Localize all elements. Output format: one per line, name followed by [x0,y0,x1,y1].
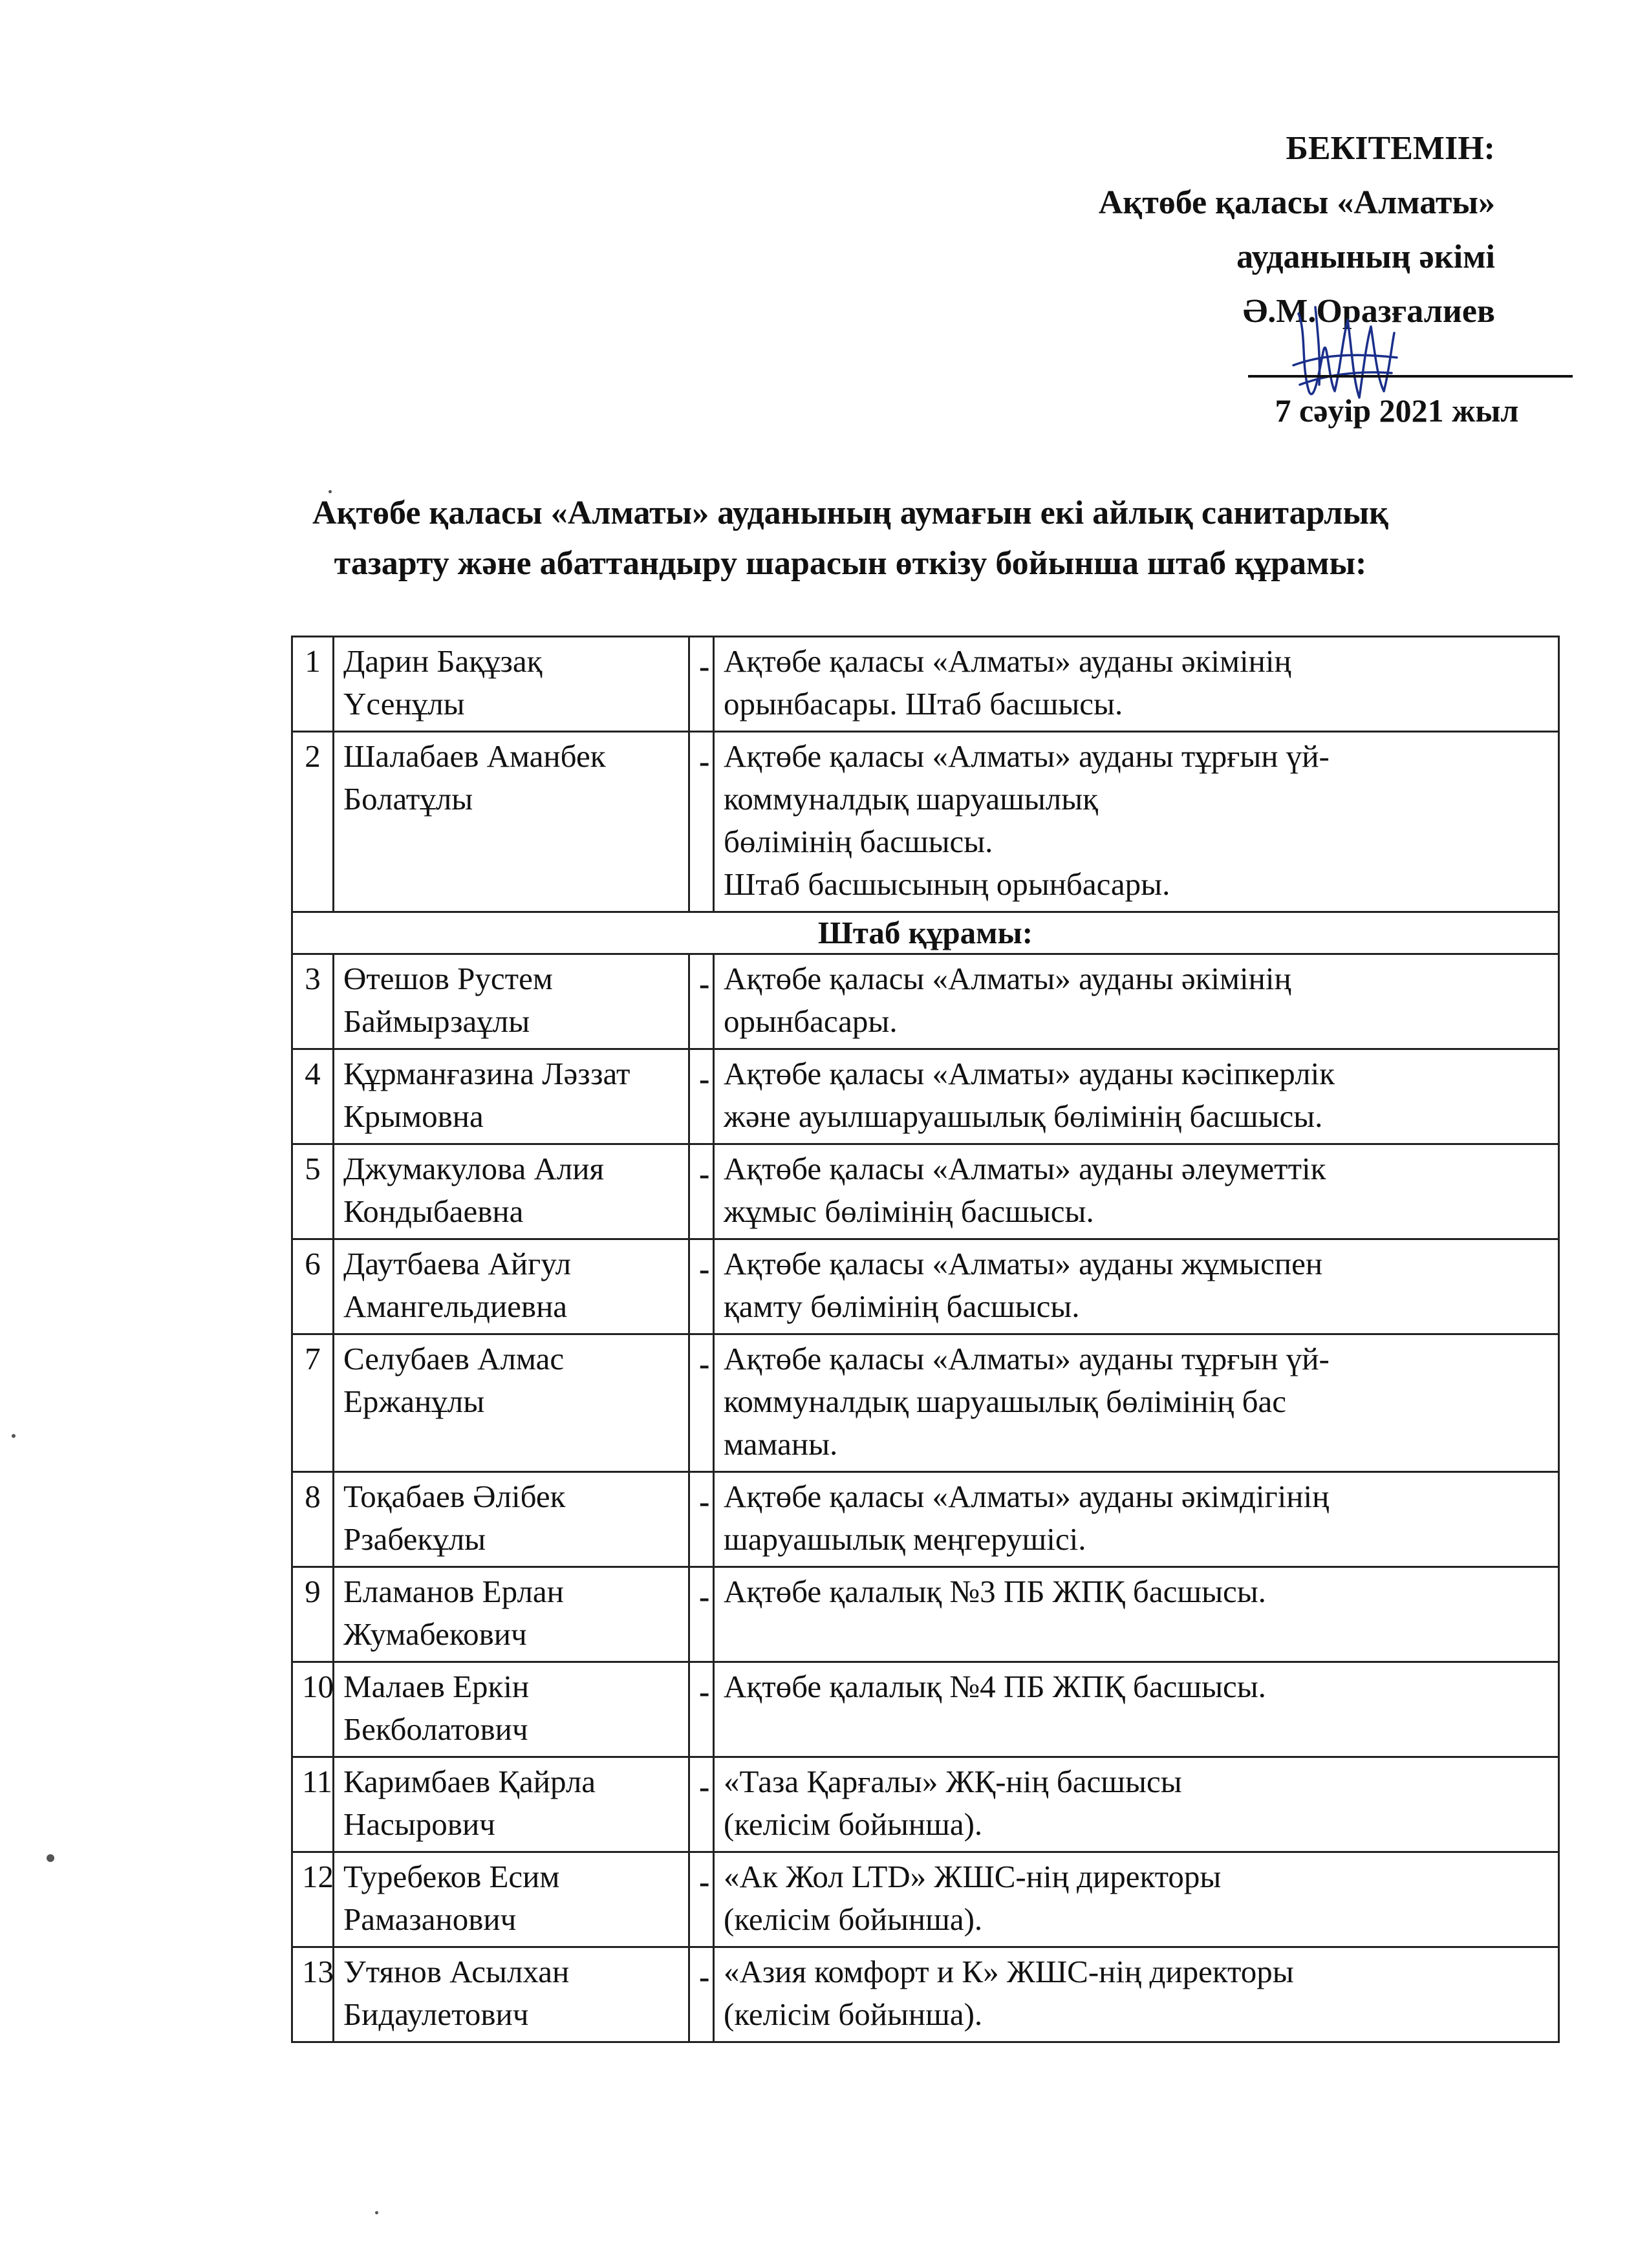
signature-line [1248,375,1573,378]
person-name-line: Даутбаева Айгул [343,1246,572,1281]
person-name [334,637,689,732]
person-role-line: Ақтөбе қаласы «Алматы» ауданы әкімінің [724,961,1291,996]
staff-table-body [292,637,1559,2042]
person-role [714,1334,1559,1472]
person-role [714,1567,1559,1662]
document-title [233,488,1468,589]
person-name [334,1239,689,1334]
table-row [292,1472,1559,1567]
person-name-line: Каримбаев Қайрла [343,1764,596,1799]
person-name-line: Болатұлы [343,781,473,817]
person-role-line: коммуналдық шаруашылық [724,781,1098,817]
dash-mark: - [699,744,710,779]
person-name-line: Кондыбаевна [343,1193,524,1229]
person-role-line: Ақтөбе қаласы «Алматы» ауданы әкімдігінің [724,1479,1330,1514]
dash-mark: - [699,1061,710,1097]
person-role [714,1852,1559,1947]
person-name [334,1472,689,1567]
dash-separator [689,1947,714,2042]
scan-speck [12,1434,16,1438]
table-row [292,1947,1559,2042]
person-name [334,1334,689,1472]
person-name-line: Насырович [343,1806,495,1842]
row-number: 5 [292,1144,334,1239]
person-role [714,732,1559,912]
person-role-line: қамту бөлімінің басшысы. [724,1289,1080,1324]
person-role-line: «Таза Қарғалы» ЖҚ-нің басшысы [724,1764,1182,1799]
dash-mark: - [699,1674,710,1709]
person-name-line: Дарин Бақұзақ [343,643,543,679]
person-role [714,1472,1559,1567]
approval-name: Ә.М.Оразғалиев [1242,293,1495,330]
row-number: 12 [292,1852,334,1947]
row-number: 13 [292,1947,334,2042]
person-role [714,1757,1559,1852]
person-role-line: Ақтөбе қалалық №4 ПБ ЖПҚ басшысы. [724,1669,1266,1704]
person-name [334,1757,689,1852]
person-name [334,1049,689,1144]
table-row [292,637,1559,732]
scan-speck [47,1854,54,1862]
person-role-line: Штаб басшысының орынбасары. [724,866,1170,902]
person-role-line: «Азия комфорт и К» ЖШС-нің директоры [724,1954,1294,1989]
person-name [334,954,689,1049]
person-name-line: Баймырзаұлы [343,1003,530,1039]
person-role [714,637,1559,732]
scan-speck [329,490,332,493]
title-line-1: Ақтөбе қаласы «Алматы» ауданының аумағын екі айлық санитарлық [312,495,1389,531]
person-role-line: Ақтөбе қалалық №3 ПБ ЖПҚ басшысы. [724,1574,1266,1609]
table-row [292,1567,1559,1662]
person-name-line: Құрманғазина Ләззат [343,1056,630,1091]
row-number: 9 [292,1567,334,1662]
person-role [714,1947,1559,2042]
person-role-line: (келісім бойынша). [724,1901,983,1937]
person-role-line: Ақтөбе қаласы «Алматы» ауданы әкімінің [724,643,1291,679]
person-name-line: Утянов Асылхан [343,1954,570,1989]
dash-separator [689,732,714,912]
person-name-line: Крымовна [343,1098,484,1134]
person-name [334,1144,689,1239]
person-role-line: және ауылшаруашылық бөлімінің басшысы. [724,1098,1323,1134]
person-name [334,1662,689,1757]
table-row [292,1239,1559,1334]
dash-mark: - [699,1959,710,1995]
row-number: 1 [292,637,334,732]
dash-separator [689,1852,714,1947]
row-number: 8 [292,1472,334,1567]
staff-table [291,636,1560,2043]
approval-date: 7 сәуір 2021 жыл [1275,392,1519,429]
dash-mark: - [699,966,710,1001]
person-name-line: Тоқабаев Әлібек [343,1479,566,1514]
table-row [292,1049,1559,1144]
table-row [292,1662,1559,1757]
person-name-line: Малаев Еркін [343,1669,530,1704]
person-name-line: Бекболатович [343,1711,528,1747]
dash-mark: - [699,1156,710,1192]
person-role [714,1049,1559,1144]
person-role [714,1239,1559,1334]
person-role [714,954,1559,1049]
person-role-line: жұмыс бөлімінің басшысы. [724,1193,1094,1229]
person-role-line: коммуналдық шаруашылық бөлімінің бас [724,1384,1287,1419]
dash-separator [689,954,714,1049]
person-name-line: Джумакулова Алия [343,1151,605,1186]
table-row [292,1852,1559,1947]
approval-heading: БЕКІТЕМІН: [1286,130,1495,167]
row-number: 3 [292,954,334,1049]
person-name-line: Жумабекович [343,1616,527,1652]
person-name [334,1567,689,1662]
dash-separator [689,1334,714,1472]
person-role-line: Ақтөбе қаласы «Алматы» ауданы әлеуметтік [724,1151,1326,1186]
person-role-line: Ақтөбе қаласы «Алматы» ауданы жұмыспен [724,1246,1323,1281]
table-row [292,1144,1559,1239]
row-number: 6 [292,1239,334,1334]
approval-line-1: Ақтөбе қаласы «Алматы» [1098,184,1495,221]
person-role-line: Ақтөбе қаласы «Алматы» ауданы тұрғын үй- [724,1341,1330,1376]
person-role [714,1144,1559,1239]
person-role-line: шаруашылық меңгерушісі. [724,1521,1086,1557]
person-name-line: Рзабекұлы [343,1521,486,1557]
person-name-line: Селубаев Алмас [343,1341,565,1376]
dash-separator [689,1472,714,1567]
dash-mark: - [699,1251,710,1287]
row-number: 2 [292,732,334,912]
dash-separator [689,1757,714,1852]
person-role-line: Ақтөбе қаласы «Алматы» ауданы кәсіпкерлік [724,1056,1335,1091]
dash-separator [689,1662,714,1757]
dash-separator [689,1567,714,1662]
section-row [292,912,1559,954]
row-number: 4 [292,1049,334,1144]
row-number: 11 [292,1757,334,1852]
table-row [292,954,1559,1049]
person-name-line: Шалабаев Аманбек [343,738,606,774]
person-role-line: Ақтөбе қаласы «Алматы» ауданы тұрғын үй- [724,738,1330,774]
title-line-2: тазарту және абаттандыру шарасын өткізу бойынша штаб құрамы: [334,545,1367,582]
person-name [334,1852,689,1947]
scan-speck [375,2211,378,2214]
row-number: 7 [292,1334,334,1472]
dash-mark: - [699,1484,710,1519]
person-name [334,1947,689,2042]
dash-mark: - [699,1864,710,1899]
person-name-line: Өтешов Рустем [343,961,553,996]
person-role-line: «Ак Жол LTD» ЖШС-нің директоры [724,1859,1222,1894]
person-role-line: маманы. [724,1426,838,1462]
table-row [292,1334,1559,1472]
dash-mark: - [699,648,710,684]
dash-mark: - [699,1346,710,1382]
section-label: Штаб құрамы: [292,912,1559,954]
person-name [334,732,689,912]
row-number: 10 [292,1662,334,1757]
person-role-line: бөлімінің басшысы. [724,824,993,859]
person-role-line: (келісім бойынша). [724,1996,983,2032]
person-name-line: Ержанұлы [343,1384,485,1419]
person-role-line: (келісім бойынша). [724,1806,983,1842]
person-role-line: орынбасары. Штаб басшысы. [724,686,1123,722]
dash-mark: - [699,1579,710,1614]
dash-separator [689,1049,714,1144]
person-name-line: Рамазанович [343,1901,517,1937]
person-name-line: Үсенұлы [343,686,465,722]
person-name-line: Еламанов Ерлан [343,1574,564,1609]
dash-separator [689,637,714,732]
person-role [714,1662,1559,1757]
dash-mark: - [699,1769,710,1804]
person-role-line: орынбасары. [724,1003,898,1039]
table-row [292,1757,1559,1852]
table-row [292,732,1559,912]
approval-block [1004,122,1495,339]
person-name-line: Бидаулетович [343,1996,529,2032]
dash-separator [689,1239,714,1334]
person-name-line: Амангельдиевна [343,1289,568,1324]
approval-line-2: ауданының әкімі [1236,239,1495,275]
dash-separator [689,1144,714,1239]
person-name-line: Туребеков Есим [343,1859,560,1894]
